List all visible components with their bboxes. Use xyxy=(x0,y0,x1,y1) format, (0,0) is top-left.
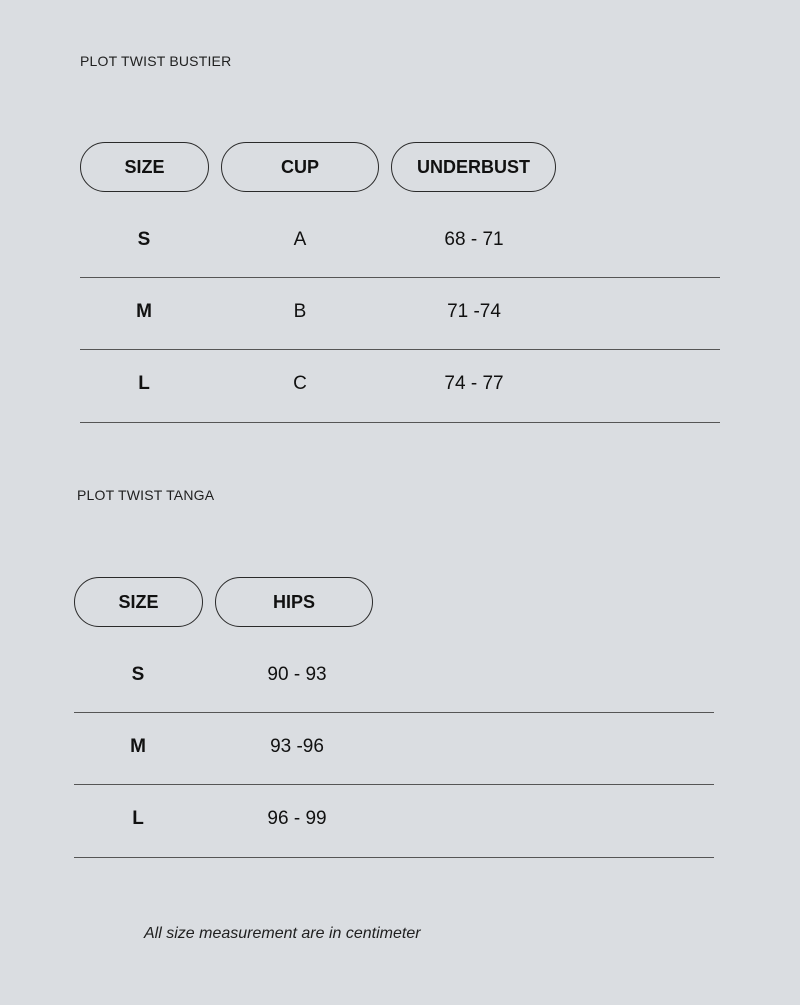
tanga-row-m-hips: 93 -96 xyxy=(270,736,324,757)
tanga-header-hips: HIPS xyxy=(215,577,373,627)
tanga-row-s-size: S xyxy=(131,664,145,685)
bustier-row-l-size: L xyxy=(138,373,150,394)
bustier-row-m-size: M xyxy=(136,301,152,322)
row-divider xyxy=(80,349,720,350)
tanga-section-title: PLOT TWIST TANGA xyxy=(77,487,215,503)
tanga-row-l-size: L xyxy=(132,808,144,829)
bustier-row-m-cup: B xyxy=(293,301,307,322)
bustier-header-underbust: UNDERBUST xyxy=(391,142,556,192)
tanga-row-m-size: M xyxy=(130,736,146,757)
measurement-footnote: All size measurement are in centimeter xyxy=(144,925,421,942)
row-divider xyxy=(74,712,714,713)
row-divider xyxy=(74,784,714,785)
bustier-header-cup: CUP xyxy=(221,142,379,192)
bustier-header-size: SIZE xyxy=(80,142,209,192)
tanga-header-size: SIZE xyxy=(74,577,203,627)
tanga-row-s-hips: 90 - 93 xyxy=(267,664,327,685)
bustier-row-s-cup: A xyxy=(293,229,307,250)
bustier-row-l-cup: C xyxy=(293,373,307,394)
bustier-row-s-underbust: 68 - 71 xyxy=(444,229,504,250)
bustier-section-title: PLOT TWIST BUSTIER xyxy=(80,53,232,69)
row-divider xyxy=(74,857,714,858)
bustier-row-m-underbust: 71 -74 xyxy=(447,301,501,322)
bustier-row-l-underbust: 74 - 77 xyxy=(444,373,504,394)
tanga-row-l-hips: 96 - 99 xyxy=(267,808,327,829)
bustier-row-s-size: S xyxy=(137,229,151,250)
row-divider xyxy=(80,422,720,423)
row-divider xyxy=(80,277,720,278)
